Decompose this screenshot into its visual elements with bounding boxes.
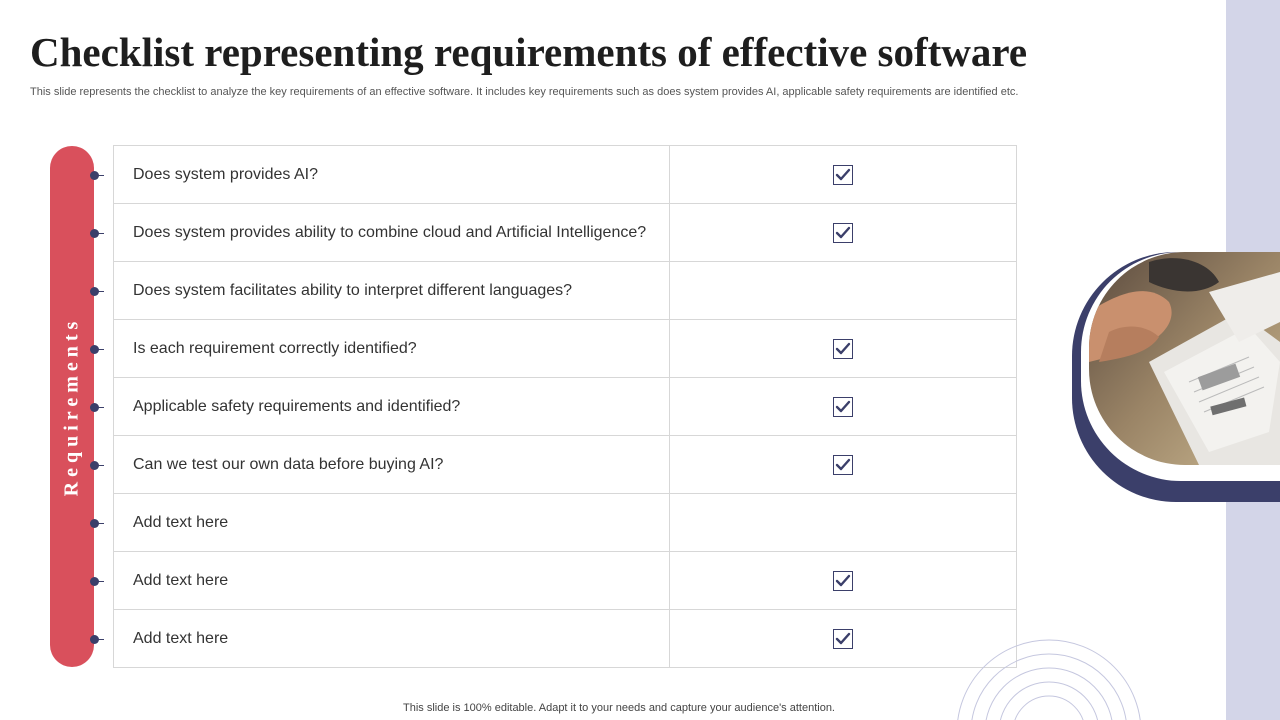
check-cell bbox=[670, 436, 1017, 494]
requirement-text: Does system facilitates ability to interpret different languages? bbox=[114, 262, 670, 320]
photo-decoration bbox=[1072, 252, 1280, 502]
checkbox-checked-icon[interactable] bbox=[833, 455, 853, 475]
check-cell bbox=[670, 204, 1017, 262]
checkbox-checked-icon[interactable] bbox=[833, 397, 853, 417]
slide-subtitle: This slide represents the checklist to analyze the key requirements of an effective software. It includes key requirements such as does system provides AI, applicable safety requirements are identified etc. bbox=[30, 86, 1019, 98]
connector-dot bbox=[90, 635, 99, 644]
checkbox-checked-icon[interactable] bbox=[833, 629, 853, 649]
check-cell bbox=[670, 494, 1017, 552]
checkbox-checked-icon[interactable] bbox=[833, 339, 853, 359]
connector-dot bbox=[90, 345, 99, 354]
checkbox-checked-icon[interactable] bbox=[833, 571, 853, 591]
paperwork-photo bbox=[1089, 252, 1280, 465]
check-cell bbox=[670, 320, 1017, 378]
requirement-text: Does system provides ability to combine cloud and Artificial Intelligence? bbox=[114, 204, 670, 262]
requirements-checklist-table bbox=[113, 145, 1017, 668]
table-row bbox=[114, 610, 1017, 668]
requirement-text: Is each requirement correctly identified? bbox=[114, 320, 670, 378]
requirement-text: Add text here bbox=[114, 610, 670, 668]
connector-dot bbox=[90, 171, 99, 180]
requirements-label: Requirements bbox=[60, 316, 83, 497]
connector-dot bbox=[90, 519, 99, 528]
slide-title: Checklist representing requirements of effective software bbox=[30, 29, 1028, 75]
connector-dot bbox=[90, 287, 99, 296]
requirement-text: Can we test our own data before buying AI? bbox=[114, 436, 670, 494]
checkbox-checked-icon[interactable] bbox=[833, 165, 853, 185]
connector-dot bbox=[90, 403, 99, 412]
table-row bbox=[114, 204, 1017, 262]
requirement-text: Add text here bbox=[114, 552, 670, 610]
table-row bbox=[114, 378, 1017, 436]
table-row bbox=[114, 320, 1017, 378]
check-cell bbox=[670, 378, 1017, 436]
connector-dot bbox=[90, 229, 99, 238]
table-row bbox=[114, 552, 1017, 610]
check-cell bbox=[670, 146, 1017, 204]
table-row bbox=[114, 494, 1017, 552]
table-row bbox=[114, 146, 1017, 204]
concentric-circles-decoration bbox=[956, 639, 1142, 720]
check-cell bbox=[670, 262, 1017, 320]
check-cell bbox=[670, 552, 1017, 610]
slide-footer: This slide is 100% editable. Adapt it to your needs and capture your audience's attention. bbox=[403, 702, 835, 714]
checkbox-checked-icon[interactable] bbox=[833, 223, 853, 243]
requirements-pill-label-wrap bbox=[50, 146, 94, 667]
table-row bbox=[114, 262, 1017, 320]
connector-dot bbox=[90, 577, 99, 586]
requirement-text: Applicable safety requirements and identified? bbox=[114, 378, 670, 436]
requirement-text: Add text here bbox=[114, 494, 670, 552]
connector-dot bbox=[90, 461, 99, 470]
table-row bbox=[114, 436, 1017, 494]
requirement-text: Does system provides AI? bbox=[114, 146, 670, 204]
